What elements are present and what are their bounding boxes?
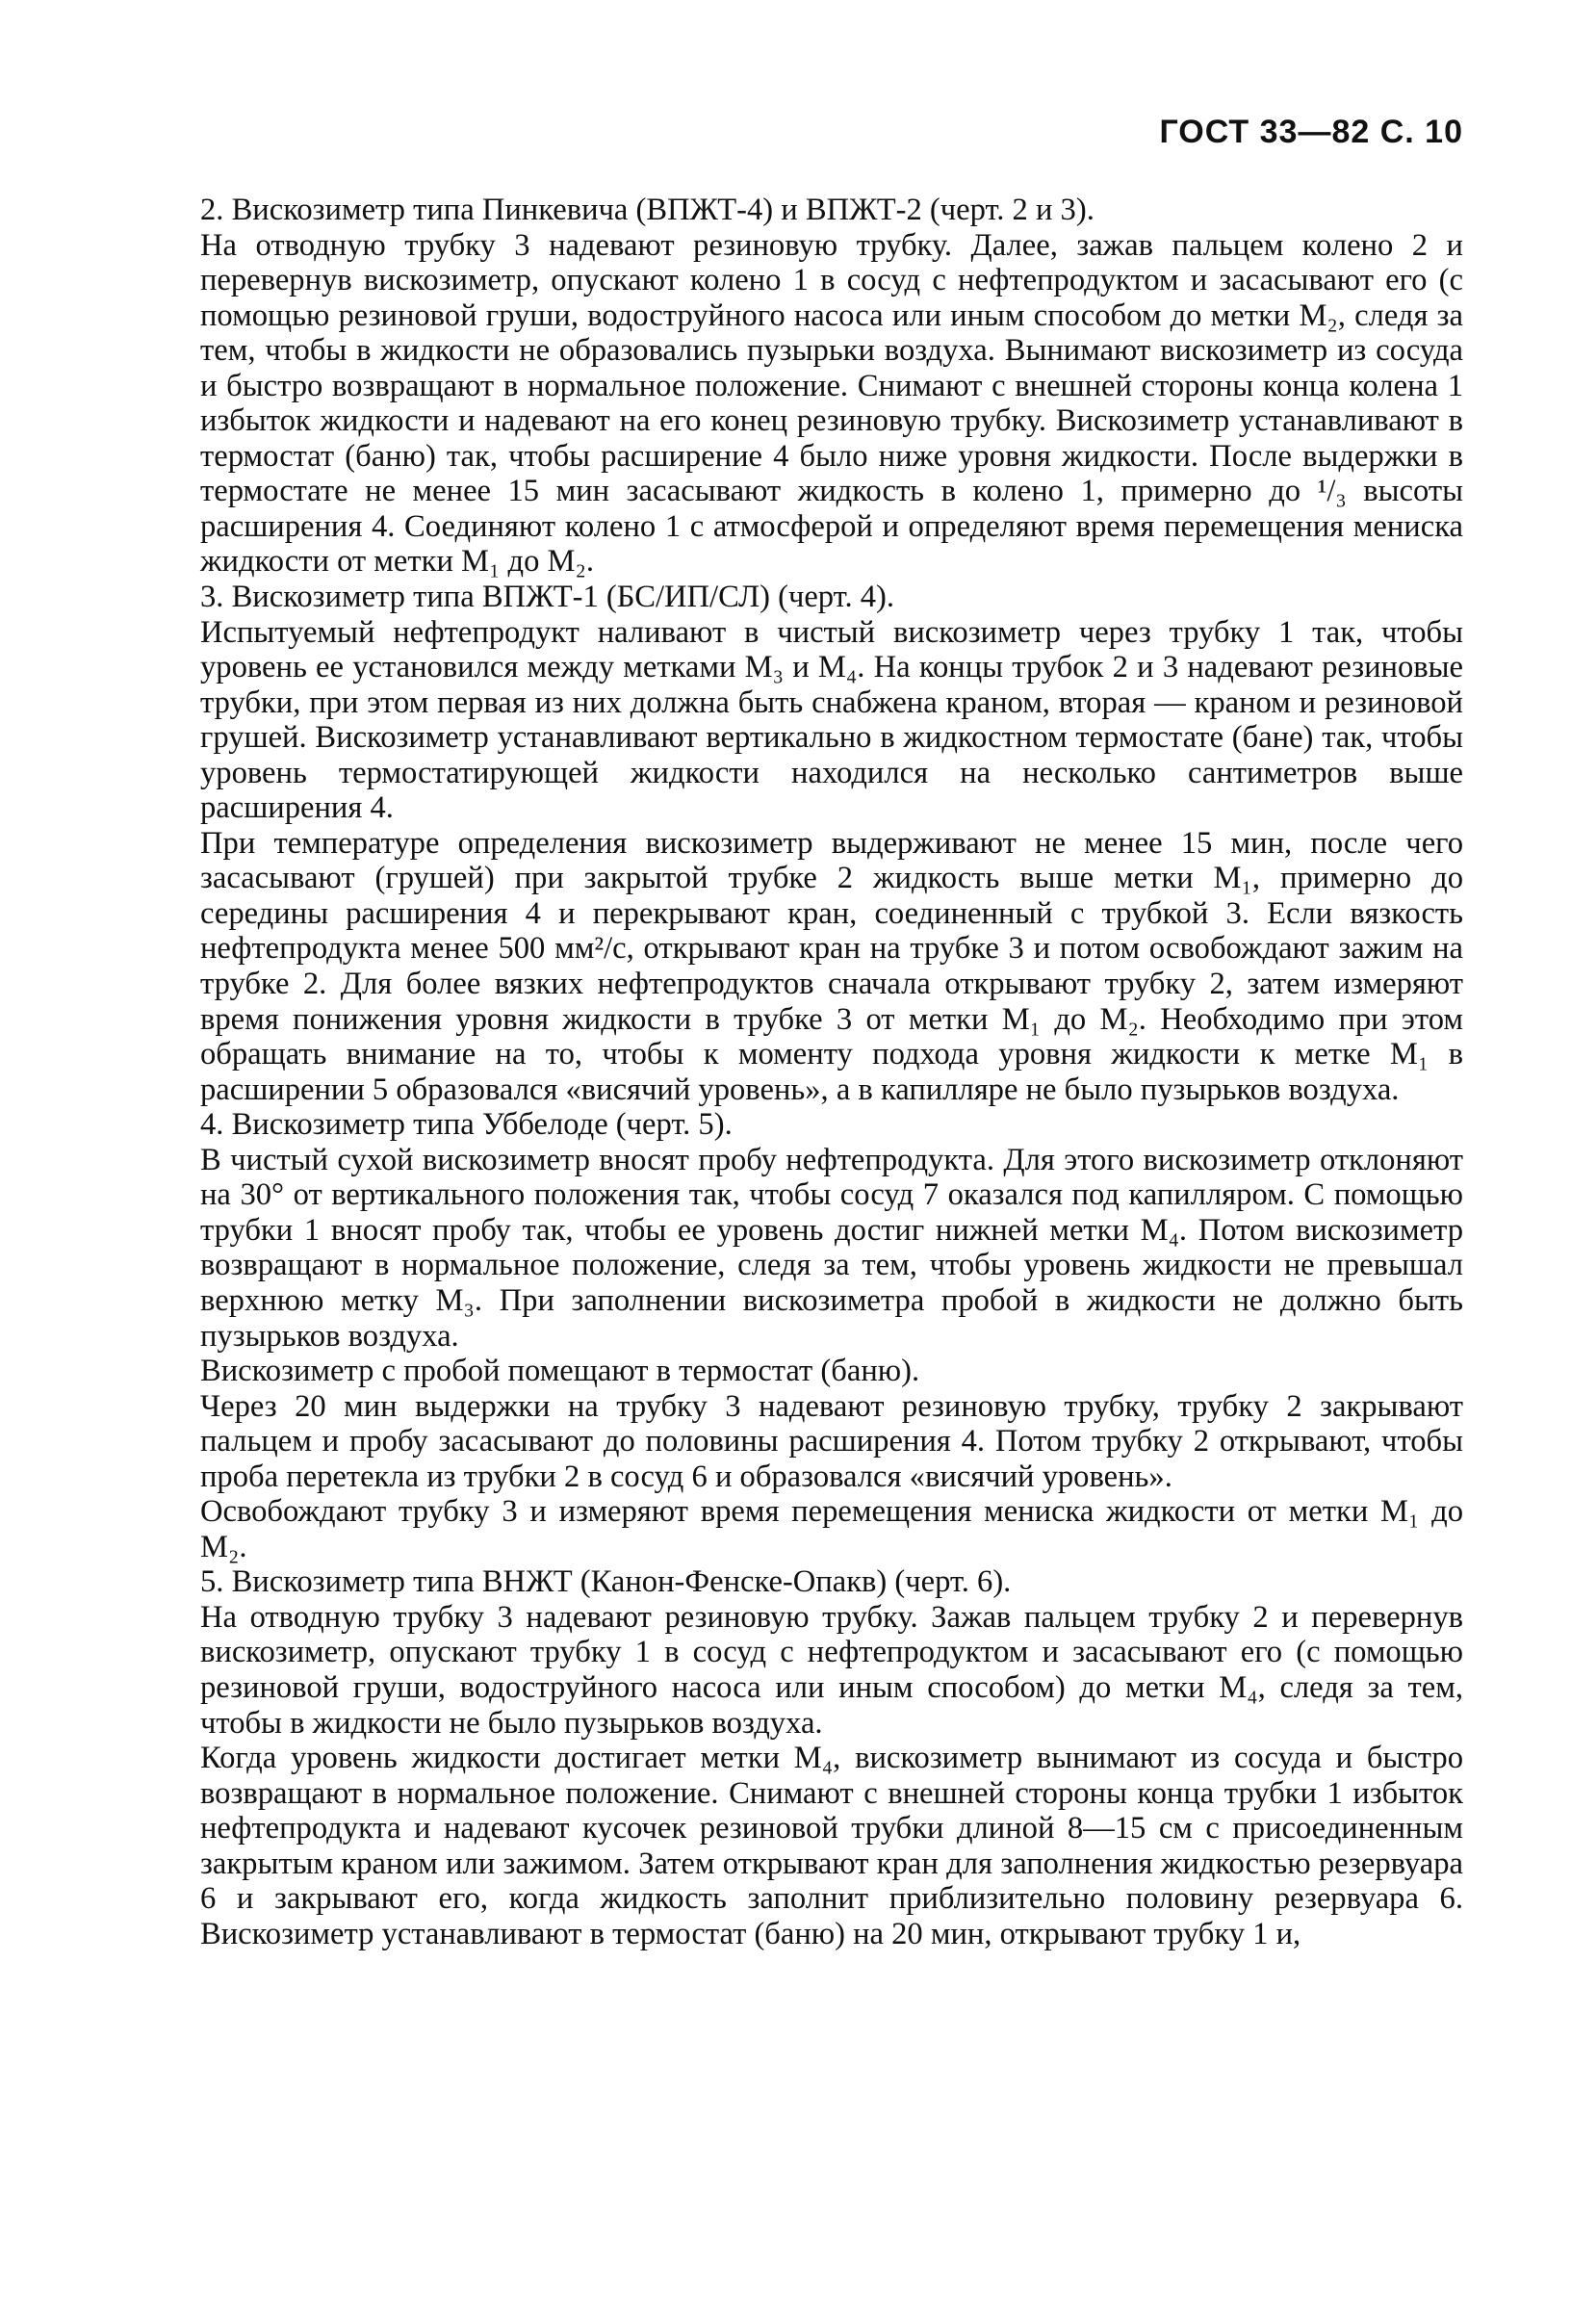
paragraph-3: 3. Вискозиметр типа ВПЖТ-1 (БС/ИП/СЛ) (черт. 4). <box>200 580 895 615</box>
paragraph-10: Освобождают трубку 3 и измеряют время перемещения мениска жидкости от метки M₁ до M₂. <box>200 1494 1463 1564</box>
document-body <box>200 193 1463 1951</box>
paragraph-7: В чистый сухой вискозиметр вносят пробу нефтепродукта. Для этого вискозиметр отклоняют на 30° от вертикального положения так, чтобы сосуд 7 оказался под капилляром. С помощью трубки 1 вносят пробу так, чтобы ее уровень достиг нижней метки M₄. Потом вискозиметр возвращают в нормальное положение, следя за тем, чтобы уровень жидкости не превышал верхнюю метку M₃. При заполнении вискозиметра пробой в жидкости не должно быть пузырьков воздуха. <box>200 1142 1463 1354</box>
paragraph-5: При температуре определения вискозиметр выдерживают не менее 15 мин, после чего засасывают (грушей) при закрытой трубке 2 жидкость выше метки M₁, примерно до середины расширения 4 и перекрывают кран, соединенный с трубкой 3. Если вязкость нефтепродукта менее 500 мм²/с, открывают кран на трубке 3 и потом освобождают зажим на трубке 2. Для более вязких нефтепродуктов сначала открывают трубку 2, затем измеряют время понижения уровня жидкости в трубке 3 от метки M₁ до M₂. Необходимо при этом обращать внимание на то, чтобы к моменту подхода уровня жидкости к метке M₁ в расширении 5 образовался «висячий уровень», а в капилляре не было пузырьков воздуха. <box>200 825 1463 1107</box>
page-header: ГОСТ 33—82 С. 10 <box>1159 114 1463 150</box>
paragraph-9: Через 20 мин выдержки на трубку 3 надевают резиновую трубку, трубку 2 закрывают пальцем и пробу засасывают до половины расширения 4. Потом трубку 2 открывают, чтобы проба перетекла из трубки 2 в сосуд 6 и образовался «висячий уровень». <box>200 1388 1463 1494</box>
paragraph-12: На отводную трубку 3 надевают резиновую трубку. Зажав пальцем трубку 2 и перевернув вискозиметр, опускают трубку 1 в сосуд с нефтепродуктом и засасывают его (с помощью резиновой груши, водоструйного насоса или иным способом) до метки M₄, следя за тем, чтобы в жидкости не было пузырьков воздуха. <box>200 1599 1463 1741</box>
paragraph-6: 4. Вискозиметр типа Уббелоде (черт. 5). <box>200 1107 733 1143</box>
paragraph-13: Когда уровень жидкости достигает метки M₄, вискозиметр вынимают из сосуда и быстро возвращают в нормальное положение. Снимают с внешней стороны конца трубки 1 избыток нефтепродукта и надевают кусочек резиновой трубки длиной 8—15 см с присоединенным закрытым краном или зажимом. Затем открывают кран для заполнения жидкостью резервуара 6 и закрывают его, когда жидкость заполнит приблизительно половину резервуара 6. Вискозиметр устанавливают в термостат (баню) на 20 мин, открывают трубку 1 и, <box>200 1741 1463 1951</box>
paragraph-4: Испытуемый нефтепродукт наливают в чистый вискозиметр через трубку 1 так, чтобы уровень ее установился между метками M₃ и M₄. На концы трубок 2 и 3 надевают резиновые трубки, при этом первая из них должна быть снабжена краном, вторая — краном и резиновой грушей. Вискозиметр устанавливают вертикально в жидкостном термостате (бане) так, чтобы уровень термостатирующей жидкости находился на несколько сантиметров выше расширения 4. <box>200 614 1463 826</box>
paragraph-1: 2. Вискозиметр типа Пинкевича (ВПЖТ-4) и ВПЖТ-2 (черт. 2 и 3). <box>200 193 1095 227</box>
paragraph-11: 5. Вискозиметр типа ВНЖТ (Канон-Фенске-Опакв) (черт. 6). <box>200 1564 1012 1600</box>
paragraph-8: Вискозиметр с пробой помещают в термостат (баню). <box>200 1354 920 1389</box>
paragraph-2: На отводную трубку 3 надевают резиновую трубку. Далее, зажав пальцем колено 2 и перевернув вискозиметр, опускают колено 1 в сосуд с нефтепродуктом и засасывают его (с помощью резиновой груши, водоструйного насоса или иным способом до метки M₂, следя за тем, чтобы в жидкости не образовались пузырьки воздуха. Вынимают вискозиметр из сосуда и быстро возвращают в нормальное положение. Снимают с внешней стороны конца колена 1 избыток жидкости и надевают на его конец резиновую трубку. Вискозиметр устанавливают в термостат (баню) так, чтобы расширение 4 было ниже уровня жидкости. После выдержки в термостате не менее 15 мин засасывают жидкость в колено 1, примерно до ¹/₃ высоты расширения 4. Соединяют колено 1 с атмосферой и определяют время перемещения мениска жидкости от метки M₁ до M₂. <box>200 227 1463 580</box>
